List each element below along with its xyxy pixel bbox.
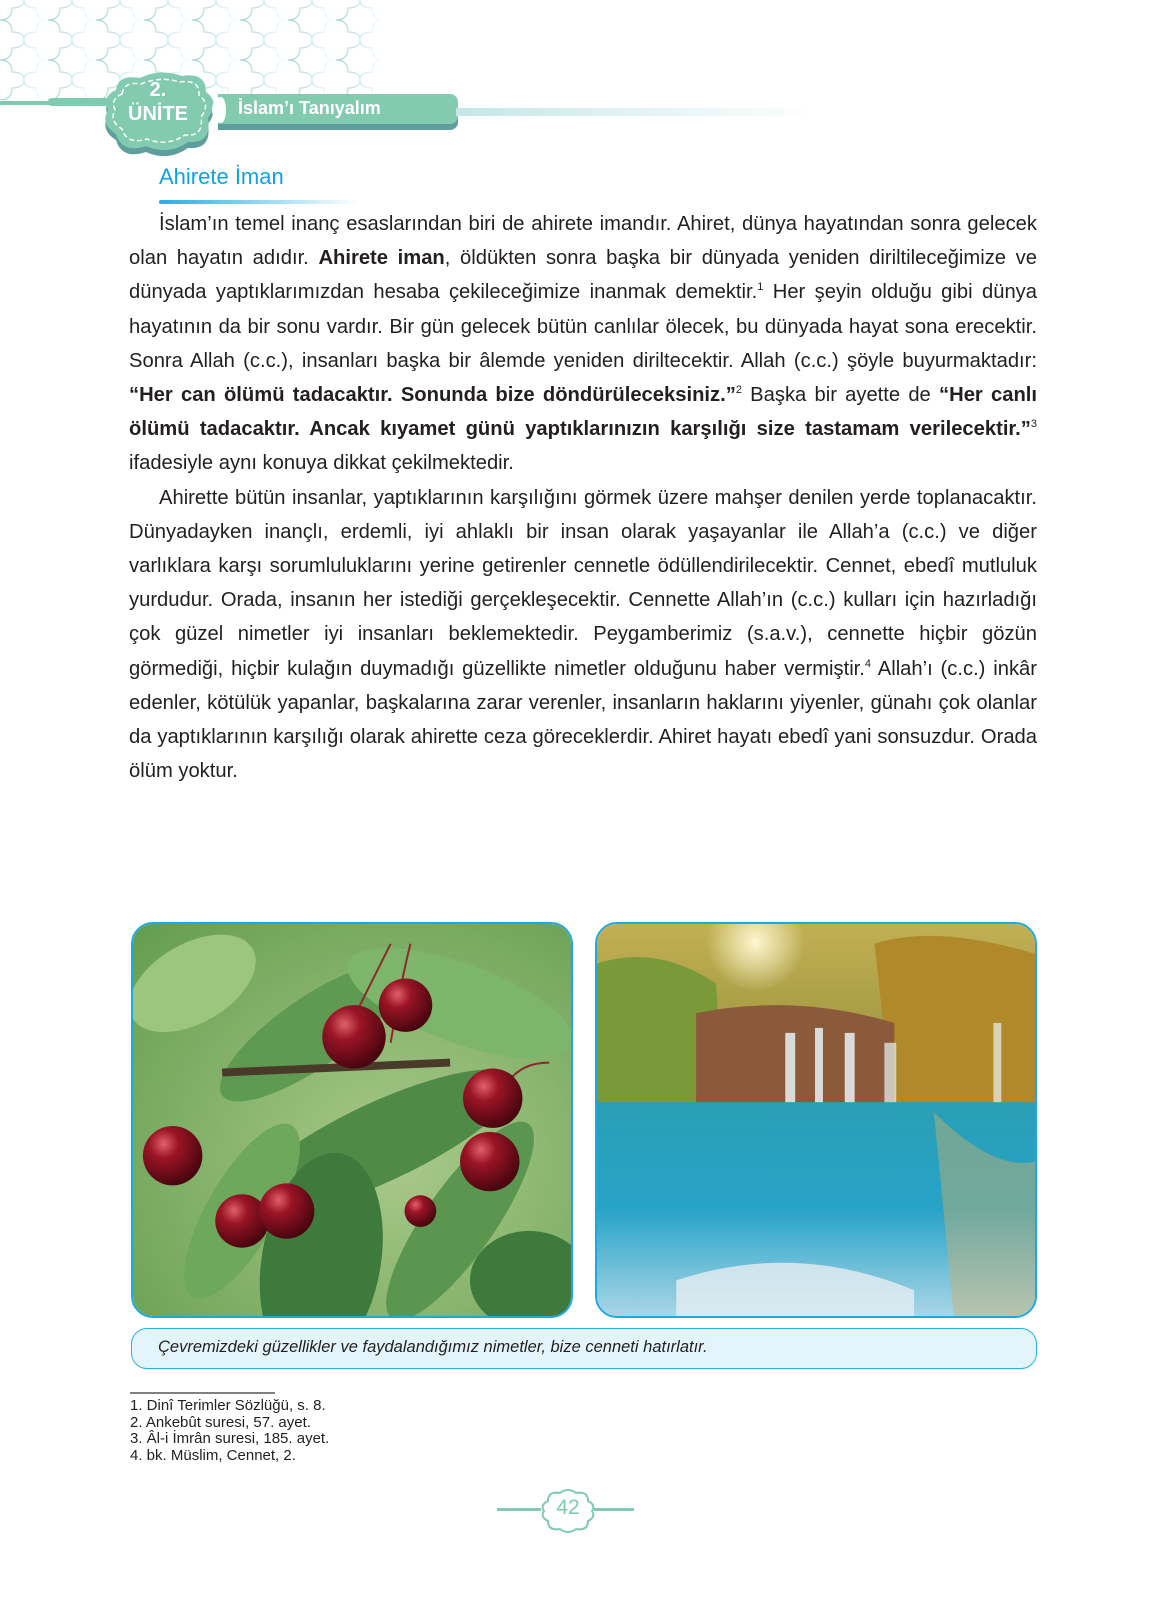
footnote-item: 3. Âl-i İmrân suresi, 185. ayet. <box>130 1430 330 1447</box>
waterfall-image-icon <box>597 924 1035 1316</box>
footnote-ref: 2 <box>735 384 742 397</box>
figure-caption: Çevremizdeki güzellikler ve faydalandığımız nimetler, bize cenneti hatırlatır. <box>158 1338 708 1356</box>
cherries-photo <box>131 922 573 1318</box>
paragraph: İslam’ın temel inanç esaslarından biri de ahirete imandır. Ahiret, dünya hayatından sonra gelecek olan hayatın adıdır. Ahirete iman, öldükten sonra başka bir dünyada yeniden diriltileceğimize ve dünyada yaptıklarımızdan hesaba çekileceğimize inanmak demektir.$^1$ Her şeyin olduğu gibi dünya hayatının da bir sonu vardır. Bir gün gelecek bütün canlılar ölecek, bu dünyada hayat sona erecektir. Sonra Allah (c.c.), insanları başka bir âlemde yeniden diriltecektir. Allah (c.c.) şöyle buyurmaktadır: “Her can ölümü tadacaktır. Sonunda bize döndürüleceksiniz.”$^2$ Başka bir ayette de “Her canlı ölümü tadacaktır. Ancak kıyamet günü yaptıklarınızın karşılığı size tastamam verilecektir.”$^3$ ifadesiyle aynı konuya dikkat çekilmektedir. <box>129 213 1037 475</box>
unit-title-tab-cap <box>212 97 230 123</box>
page-number: 42 <box>556 1496 580 1519</box>
bold-text: Ahirete iman <box>318 247 445 270</box>
unit-title: İslam’ı Tanıyalım <box>238 98 381 118</box>
paragraph: Ahirette bütün insanlar, yaptıklarının karşılığını görmek üzere mahşer denilen yerde toplanacaktır. Dünyadayken inançlı, erdemli, iyi ahlaklı bir insan olarak yaşayanlar ile Allah’a (c.c.) ve diğer varlıklara karşı sorumluluklarını yerine getirenler cennetle ödüllendirilecektir. Cennet, ebedî mutluluk yurdudur. Orada, insanın her istediği gerçekleşecektir. Cennette Allah’ın (c.c.) kulları için hazırladığı çok güzel nimetler iyi insanları beklemektedir. Peygamberimiz (s.a.v.), cennette hiçbir gözün görmediği, hiçbir kulağın duymadığı güzellikte nimetler olduğunu haber vermiştir.$^4$ Allah’ı (c.c.) inkâr edenler, kötülük yapanlar, başkalarına zarar verenler, insanların haklarını yiyenler, günahı çok olanlar da yaptıklarının karşılığı olarak ahirette ceza göreceklerdir. Ahiret hayatı ebedî yani sonsuzdur. Orada ölüm yoktur. <box>129 486 1037 783</box>
body-text <box>129 207 1037 788</box>
unit-title-fade-rule <box>456 108 816 116</box>
footnote-item: 4. bk. Müslim, Cennet, 2. <box>130 1446 296 1464</box>
figure-caption-box <box>131 1328 1037 1369</box>
page-number-rule-left <box>497 1508 541 1511</box>
unit-word: ÜNİTE <box>128 103 188 125</box>
footnote-item: 2. Ankebût suresi, 57. ayet. <box>130 1413 311 1431</box>
waterfall-photo <box>595 922 1037 1318</box>
section-title: Ahirete İman <box>159 164 284 189</box>
footnote-rule <box>130 1392 275 1394</box>
footnote-item: 1. Dinî Terimler Sözlüğü, s. 8. <box>130 1397 326 1414</box>
section-title-underline <box>159 200 359 204</box>
footnote-ref: 1 <box>757 281 764 294</box>
footnote-ref: 3 <box>1030 418 1037 431</box>
unit-number: 2. <box>149 79 167 101</box>
cherries-image-icon <box>133 924 571 1316</box>
page-number-rule-right <box>594 1508 634 1511</box>
unit-label <box>104 78 212 126</box>
bold-text: “Her can ölümü tadacaktır. Sonunda bize döndürüleceksiniz.” <box>129 384 736 407</box>
bold-text: “Her canlı ölümü tadacaktır. Ancak kıyamet günü yaptıklarınızın karşılığı size tastamam verilecektir.” <box>129 384 1037 441</box>
footnotes <box>130 1398 329 1464</box>
footnote-ref: 4 <box>864 657 872 670</box>
